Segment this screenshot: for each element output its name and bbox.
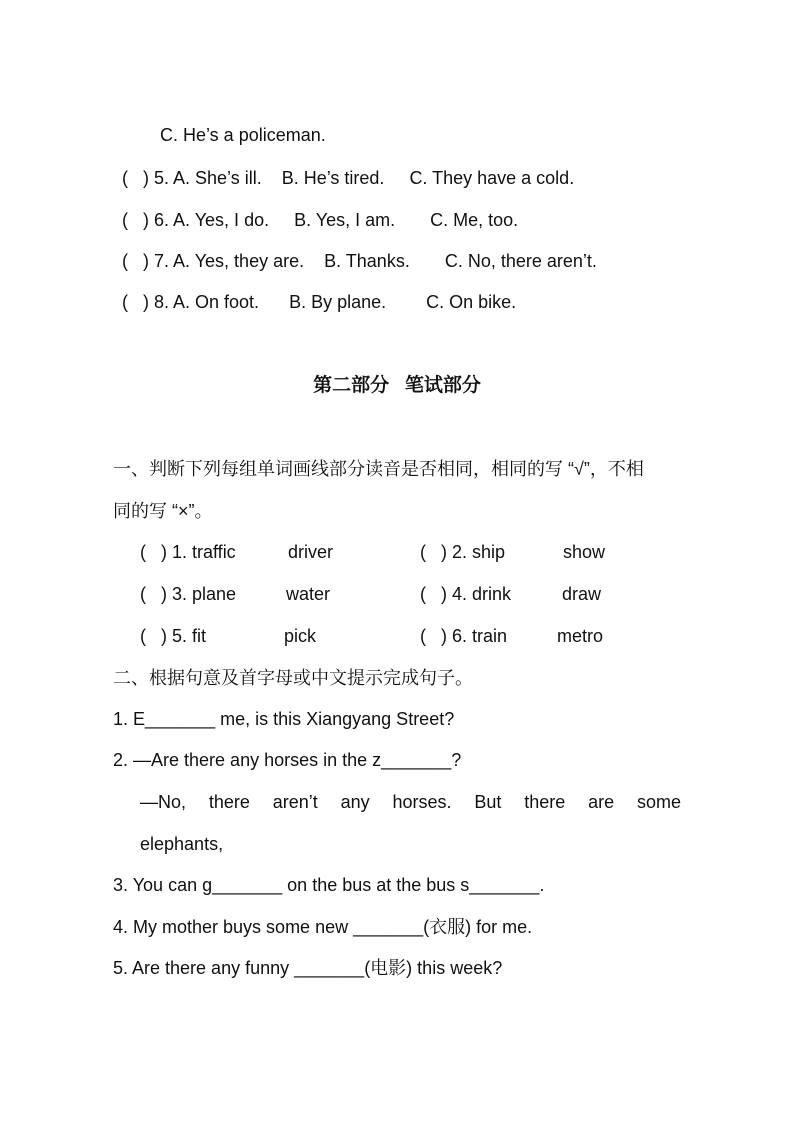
section2-q2: 2. —Are there any horses in the z_______? xyxy=(113,750,462,770)
listening-q5: ( ) 5. A. She’s ill. B. He’s tired. C. They have a cold. xyxy=(122,168,575,188)
q4-option-c: C. He’s a policeman. xyxy=(160,125,326,145)
s1-item-2-number-word: ( ) 2. ship xyxy=(420,542,506,562)
section2-instruction: 二、根据句意及首字母或中文提示完成句子。 xyxy=(113,668,473,688)
section2-q5: 5. Are there any funny _______(电影) this week? xyxy=(113,958,503,978)
s1-item-1-number-word: ( ) 1. traffic xyxy=(140,542,236,562)
section2-q4: 4. My mother buys some new _______(衣服) for me. xyxy=(113,917,533,937)
section1-instruction-line2: 同的写 “×”。 xyxy=(113,501,213,521)
written-part-title: 第二部分 笔试部分 xyxy=(313,375,481,396)
listening-q8: ( ) 8. A. On foot. B. By plane. C. On bike. xyxy=(122,292,517,312)
s1-item-1-word2: driver xyxy=(288,542,334,562)
s1-item-4-word2: draw xyxy=(562,584,602,604)
section2-q2-answer-line2: elephants, xyxy=(140,834,224,854)
listening-q6: ( ) 6. A. Yes, I do. B. Yes, I am. C. Me, too. xyxy=(122,210,519,230)
s1-item-5-word2: pick xyxy=(284,626,317,646)
listening-q7: ( ) 7. A. Yes, they are. B. Thanks. C. No, there aren’t. xyxy=(122,251,597,271)
s1-item-3-word2: water xyxy=(286,584,331,604)
section2-q1: 1. E_______ me, is this Xiangyang Street? xyxy=(113,709,455,729)
section2-q2-answer-line1: —No, there aren’t any horses. But there are some xyxy=(140,792,681,812)
s1-item-2-word2: show xyxy=(563,542,606,562)
section1-instruction-line1: 一、判断下列每组单词画线部分读音是否相同，相同的写 “√”，不相 xyxy=(113,459,644,479)
s1-item-5-number-word: ( ) 5. fit xyxy=(140,626,207,646)
s1-item-4-number-word: ( ) 4. drink xyxy=(420,584,512,604)
s1-item-6-word2: metro xyxy=(557,626,604,646)
section2-q3: 3. You can g_______ on the bus at the bus s_______. xyxy=(113,875,545,895)
s1-item-6-number-word: ( ) 6. train xyxy=(420,626,508,646)
s1-item-3-number-word: ( ) 3. plane xyxy=(140,584,237,604)
